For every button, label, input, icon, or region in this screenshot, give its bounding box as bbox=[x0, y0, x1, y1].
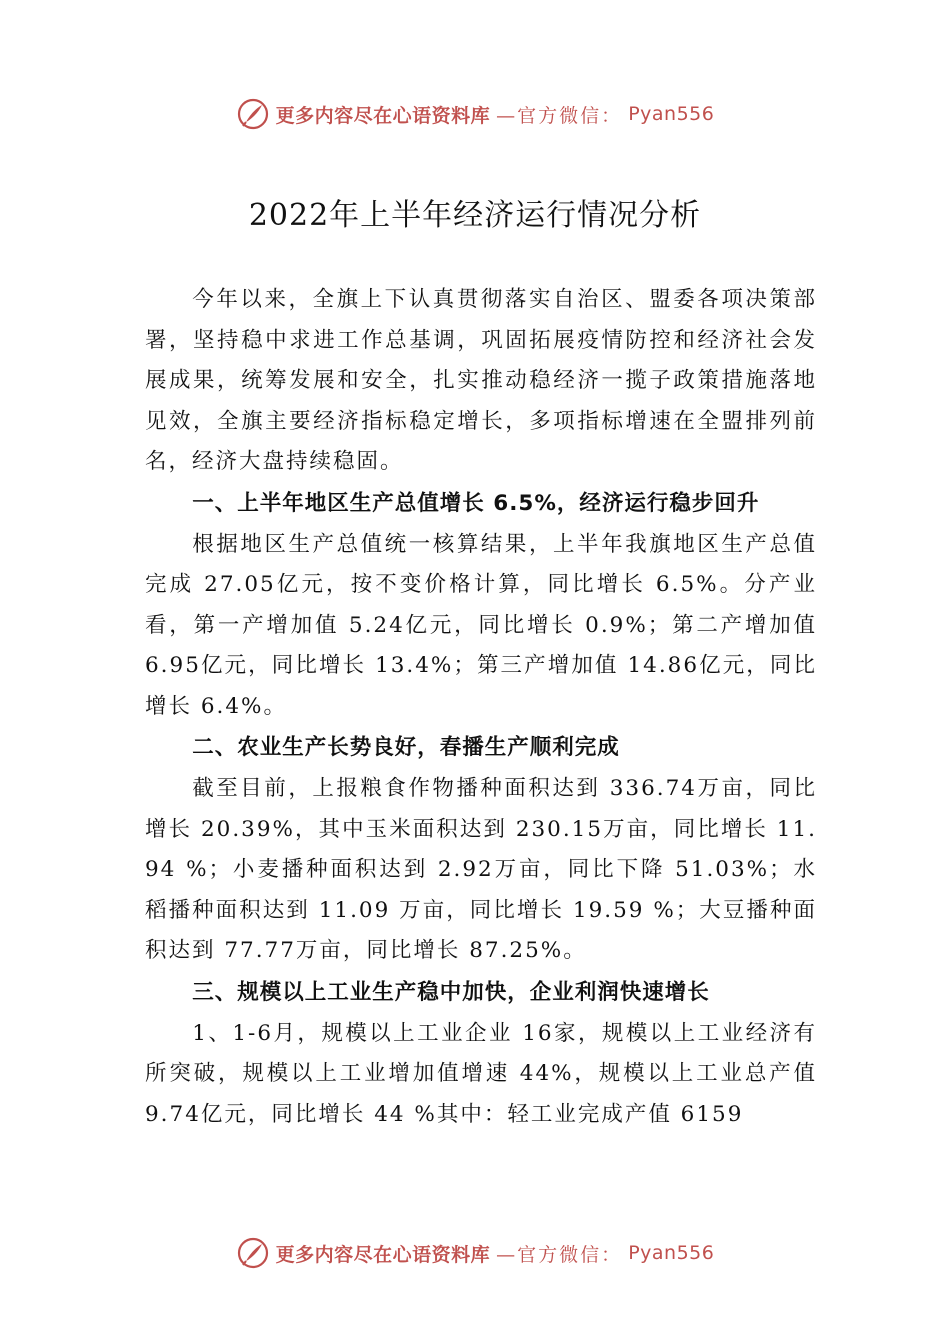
watermark-wechat-id: Pyan556 bbox=[628, 1242, 715, 1264]
watermark-brand: 更多内容尽在心语资料库 bbox=[275, 1243, 491, 1266]
section-heading-2: 二、农业生产长势良好，春播生产顺利完成 bbox=[192, 735, 620, 760]
section-heading-1: 一、上半年地区生产总值增长 6.5%，经济运行稳步回升 bbox=[192, 490, 760, 516]
document-title: 2022年上半年经济运行情况分析 bbox=[248, 198, 702, 233]
watermark-contact-label: —官方微信： bbox=[496, 104, 623, 127]
document-body bbox=[145, 280, 817, 1135]
section-paragraph-2: 截至目前，上报粮食作物播种面积达到 336.74万亩，同比增长 20.39%，其中玉米面积达到 230.15万亩，同比增长 11.94 %；小麦播种面积达到 2.92万亩，同比下降 51.03%；水稻播种面积达到 11.09 万亩，同比增长 19.59 %；大豆播种面积达到 77.77万亩，同比增长 87.25%。 bbox=[145, 776, 817, 963]
watermark-wechat-id: Pyan556 bbox=[628, 103, 715, 125]
quill-logo-icon bbox=[236, 97, 270, 131]
section-heading-3: 三、规模以上工业生产稳中加快，企业利润快速增长 bbox=[192, 979, 710, 1005]
section-paragraph-1: 根据地区生产总值统一核算结果，上半年我旗地区生产总值完成 27.05亿元，按不变价格计算，同比增长 6.5%。分产业看，第一产增加值 5.24亿元，同比增长 0.9%；第二产增加值 6.95亿元，同比增长 13.4%；第三产增加值 14.86亿元，同比增长 6.4%。 bbox=[145, 531, 817, 719]
watermark-brand: 更多内容尽在心语资料库 bbox=[275, 104, 491, 127]
header-watermark bbox=[0, 97, 950, 131]
intro-paragraph: 今年以来，全旗上下认真贯彻落实自治区、盟委各项决策部署，坚持稳中求进工作总基调，巩固拓展疫情防控和经济社会发展成果，统筹发展和安全，扎实推动稳经济一揽子政策措施落地见效，全旗主要经济指标稳定增长，多项指标增速在全盟排列前名，经济大盘持续稳固。 bbox=[145, 287, 817, 474]
footer-watermark bbox=[0, 1236, 950, 1270]
watermark-contact-label: —官方微信： bbox=[496, 1243, 623, 1266]
quill-logo-icon bbox=[236, 1236, 270, 1270]
section-paragraph-3: 1、1-6月，规模以上工业企业 16家，规模以上工业经济有所突破，规模以上工业增加值增速 44%，规模以上工业总产值 9.74亿元，同比增长 44 %其中：轻工业完成产值 6159 bbox=[145, 1020, 817, 1127]
